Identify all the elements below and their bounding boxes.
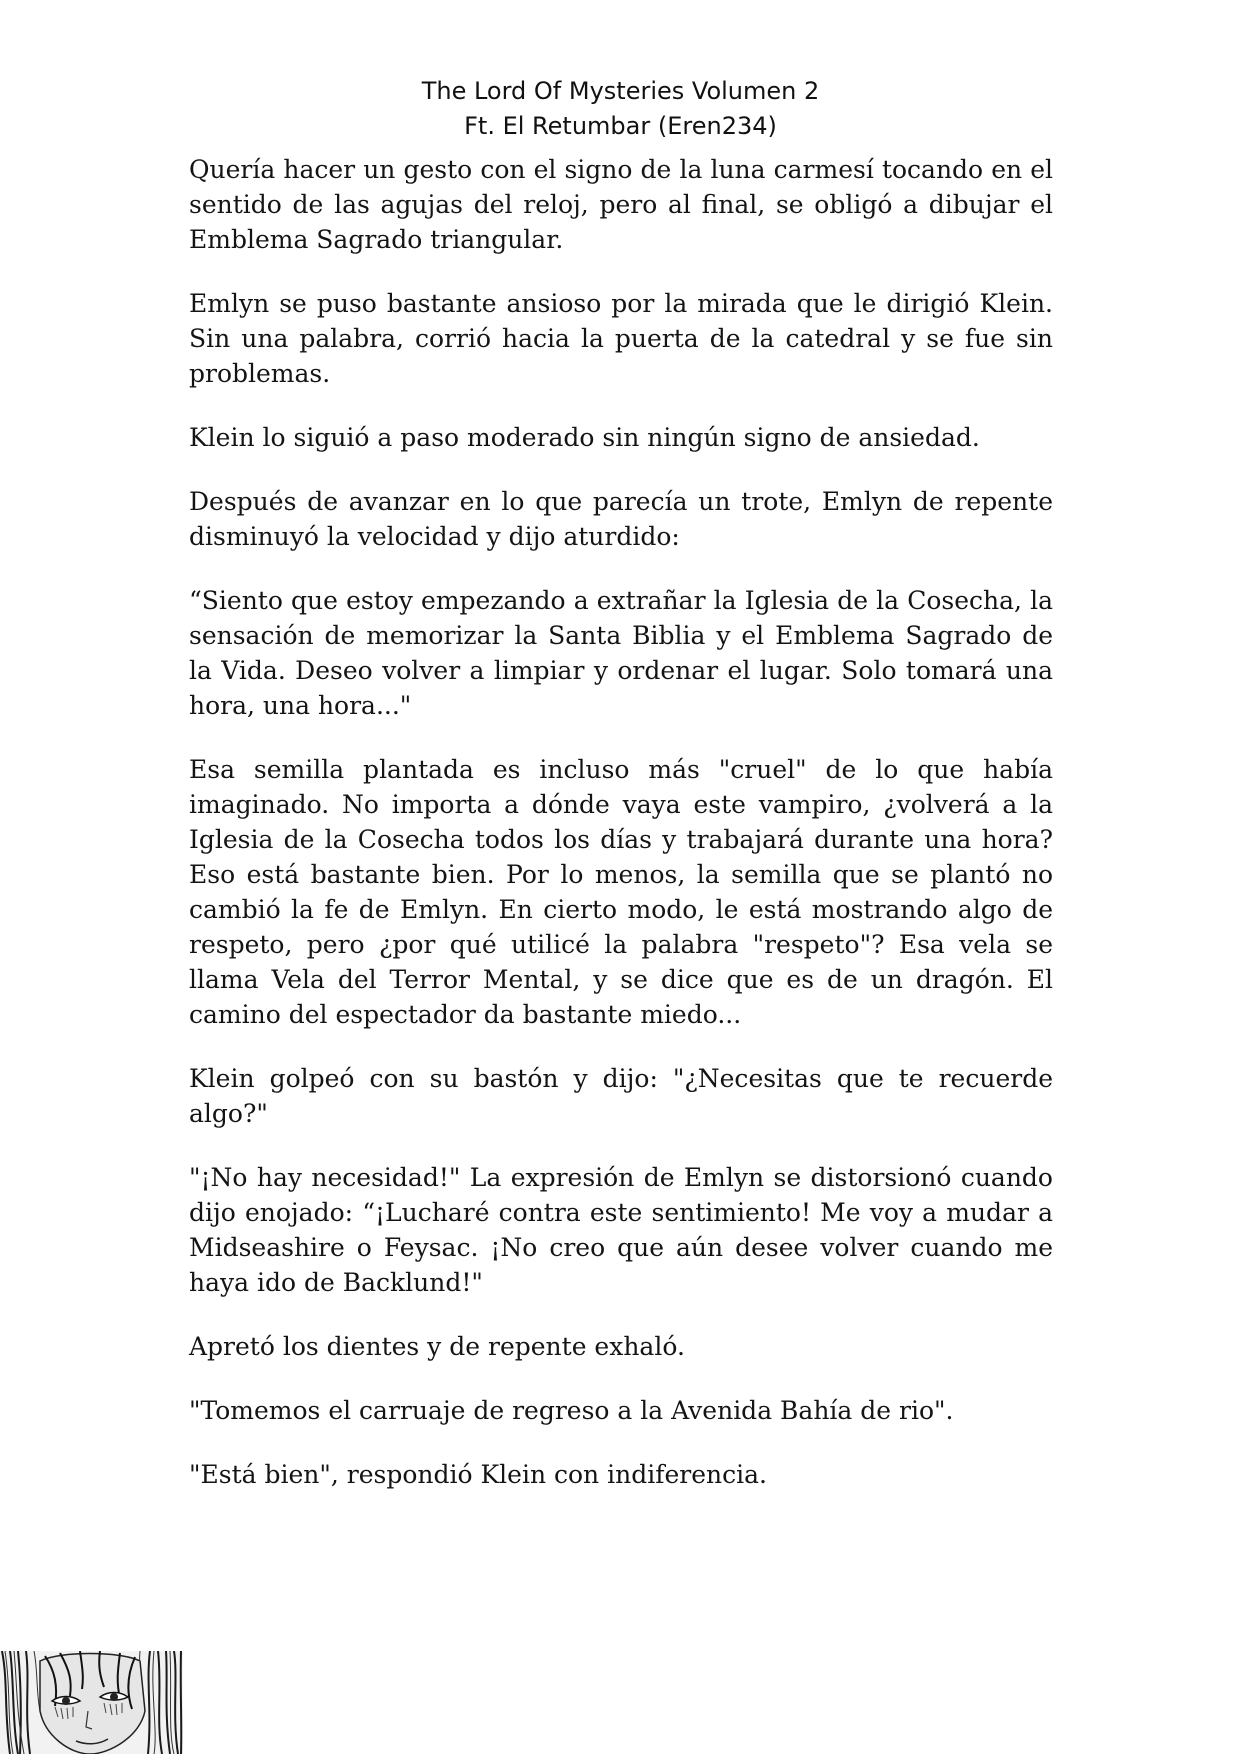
paragraph: "Tomemos el carruaje de regreso a la Avenida Bahía de rio". bbox=[189, 1396, 954, 1425]
paragraph: Quería hacer un gesto con el signo de la luna carmesí tocando en el sentido de las agujas del reloj, pero al final, se obligó a dibujar el Emblema Sagrado triangular. bbox=[189, 155, 1053, 254]
paragraph: "Está bien", respondió Klein con indiferencia. bbox=[189, 1460, 767, 1489]
header-title: The Lord Of Mysteries Volumen 2 bbox=[421, 77, 820, 105]
manga-character-portrait-icon bbox=[0, 1651, 183, 1754]
paragraph: Klein lo siguió a paso moderado sin ningún signo de ansiedad. bbox=[189, 423, 980, 452]
paragraph: Después de avanzar en lo que parecía un trote, Emlyn de repente disminuyó la velocidad y dijo aturdido: bbox=[189, 487, 1053, 551]
header-subtitle: Ft. El Retumbar (Eren234) bbox=[464, 112, 777, 140]
paragraph: Esa semilla plantada es incluso más "cruel" de lo que había imaginado. No importa a dónde vaya este vampiro, ¿volverá a la Iglesia de la Cosecha todos los días y trabajará durante una hora? Eso está bastante bien. Por lo menos, la semilla que se plantó no cambió la fe de Emlyn. En cierto modo, le está mostrando algo de respeto, pero ¿por qué utilicé la palabra "respeto"? Esa vela se llama Vela del Terror Mental, y se dice que es de un dragón. El camino del espectador da bastante miedo... bbox=[189, 755, 1053, 1029]
paragraph: Emlyn se puso bastante ansioso por la mirada que le dirigió Klein. Sin una palabra, corrió hacia la puerta de la catedral y se fue sin problemas. bbox=[189, 289, 1053, 388]
paragraph: "¡No hay necesidad!" La expresión de Emlyn se distorsionó cuando dijo enojado: “¡Lucharé contra este sentimiento! Me voy a mudar a Midseashire o Feysac. ¡No creo que aún desee volver cuando me haya ido de Backlund!" bbox=[189, 1163, 1053, 1297]
body-text bbox=[189, 152, 1053, 1521]
paragraph: Apretó los dientes y de repente exhaló. bbox=[189, 1332, 685, 1361]
page-header bbox=[0, 74, 1241, 144]
paragraph: Klein golpeó con su bastón y dijo: "¿Necesitas que te recuerde algo?" bbox=[189, 1064, 1053, 1128]
paragraph: “Siento que estoy empezando a extrañar la Iglesia de la Cosecha, la sensación de memorizar la Santa Biblia y el Emblema Sagrado de la Vida. Deseo volver a limpiar y ordenar el lugar. Solo tomará una hora, una hora..." bbox=[189, 586, 1053, 720]
